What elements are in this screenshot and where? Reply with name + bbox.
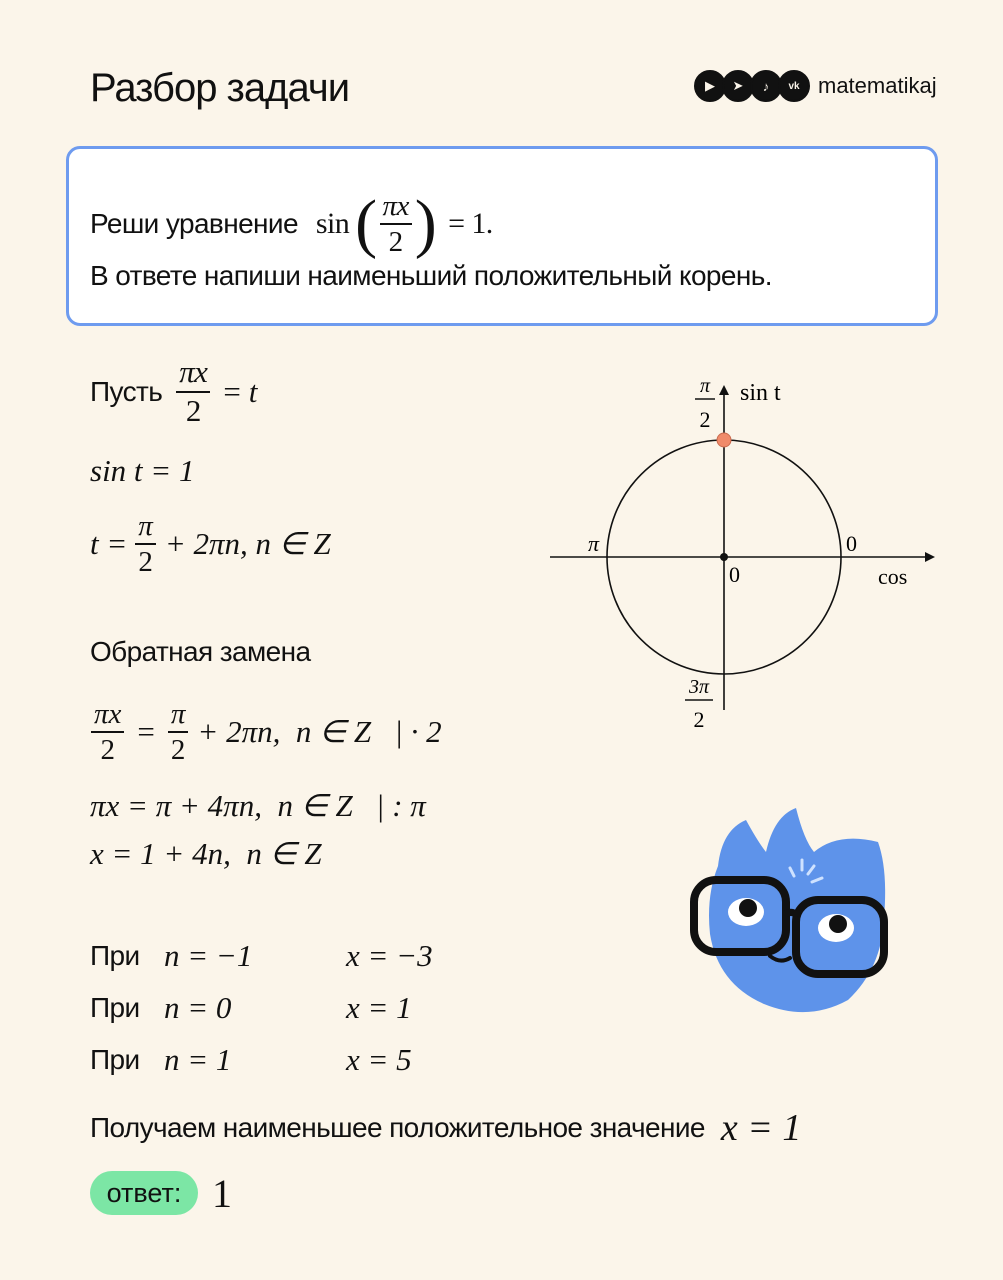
let-rhs: = t — [221, 374, 257, 409]
eq3-mid: = — [137, 714, 155, 749]
eq3-fraction-1 — [91, 699, 124, 766]
case-x: x = 5 — [346, 1042, 412, 1077]
telegram-icon[interactable]: ➤ — [722, 70, 754, 102]
brand-name[interactable]: matematikaj — [818, 73, 937, 98]
eq3-num2: π — [168, 699, 189, 733]
case-label: При — [90, 1044, 140, 1075]
conclusion-value: x = 1 — [720, 1107, 802, 1149]
x-axis-label: cos — [878, 564, 908, 589]
brand — [694, 70, 937, 102]
case-x: x = −3 — [346, 938, 433, 973]
x-axis-arrow — [925, 552, 935, 562]
bottom-label-den: 2 — [693, 707, 705, 732]
right-label: 0 — [846, 531, 857, 556]
let-substitution — [90, 356, 257, 428]
case-label: При — [90, 940, 140, 971]
equation-sin-t: sin t = 1 — [90, 453, 195, 488]
reverse-title: Обратная замена — [90, 636, 311, 667]
let-den: 2 — [185, 393, 201, 428]
top-label-den: 2 — [699, 407, 711, 432]
mascot-pupil-right — [829, 915, 847, 933]
page-title: Разбор задачи — [90, 66, 350, 110]
y-axis-arrow — [719, 385, 729, 395]
youtube-icon[interactable]: ▶ — [694, 70, 726, 102]
vk-icon[interactable]: vk — [778, 70, 810, 102]
case-row — [90, 1034, 433, 1086]
let-word: Пусть — [90, 376, 163, 407]
case-x: x = 1 — [346, 990, 412, 1025]
conclusion — [90, 1104, 801, 1152]
eq3-num1: πx — [91, 699, 124, 733]
glasses-bridge — [786, 912, 798, 916]
case-n: n = 0 — [164, 990, 232, 1025]
task-num: πx — [380, 191, 412, 225]
social-icons — [694, 70, 806, 102]
case-n: n = 1 — [164, 1042, 232, 1077]
eq3-den1: 2 — [100, 734, 115, 766]
task-instruction: В ответе напиши наименьший положительный корень. — [90, 260, 772, 291]
cases-list — [90, 930, 433, 1086]
case-label: При — [90, 992, 140, 1023]
tiktok-icon[interactable]: ♪ — [750, 70, 782, 102]
task-fraction — [380, 191, 412, 258]
task-equation — [90, 188, 493, 260]
paren-right: ) — [414, 187, 437, 260]
task-prefix: Реши уравнение — [90, 208, 298, 239]
eq2-lhs: t = — [90, 526, 128, 561]
origin-dot — [720, 553, 728, 561]
solution-point — [717, 433, 731, 447]
case-row — [90, 982, 433, 1034]
equation-t — [90, 508, 331, 580]
eq2-fraction — [135, 511, 156, 578]
conclusion-text: Получаем наименьшее положительное значение — [90, 1112, 705, 1143]
equation-pix: πx = π + 4πn, n ∈ Z | : π — [90, 788, 426, 823]
bottom-label-num: 3π — [688, 676, 710, 698]
answer-value: 1 — [212, 1171, 232, 1216]
case-n: n = −1 — [164, 938, 253, 973]
answer-badge: ответ: — [90, 1171, 198, 1215]
top-label-num: π — [699, 375, 711, 397]
eq3-rhs: + 2πn, n ∈ Z | · 2 — [197, 714, 442, 749]
case-row — [90, 930, 433, 982]
task-func: sin — [315, 207, 350, 240]
let-num: πx — [176, 356, 210, 393]
y-axis-label: sin t — [740, 380, 781, 406]
equation-reverse — [88, 694, 442, 770]
paren-left: ( — [355, 187, 377, 260]
eq3-fraction-2 — [168, 699, 189, 766]
eq2-rhs: + 2πn, n ∈ Z — [164, 526, 331, 561]
equation-x: x = 1 + 4n, n ∈ Z — [90, 836, 322, 871]
eq3-den2: 2 — [170, 734, 186, 766]
center-label: 0 — [729, 562, 740, 587]
task-rhs: = 1. — [448, 207, 493, 240]
mascot-pupil-left — [739, 899, 757, 917]
let-fraction — [176, 356, 210, 427]
unit-circle-diagram — [540, 365, 940, 745]
task-den: 2 — [388, 226, 403, 258]
eq2-num: π — [135, 511, 156, 545]
left-label: π — [588, 531, 600, 556]
mascot-illustration — [688, 808, 894, 1020]
eq2-den: 2 — [138, 546, 153, 578]
